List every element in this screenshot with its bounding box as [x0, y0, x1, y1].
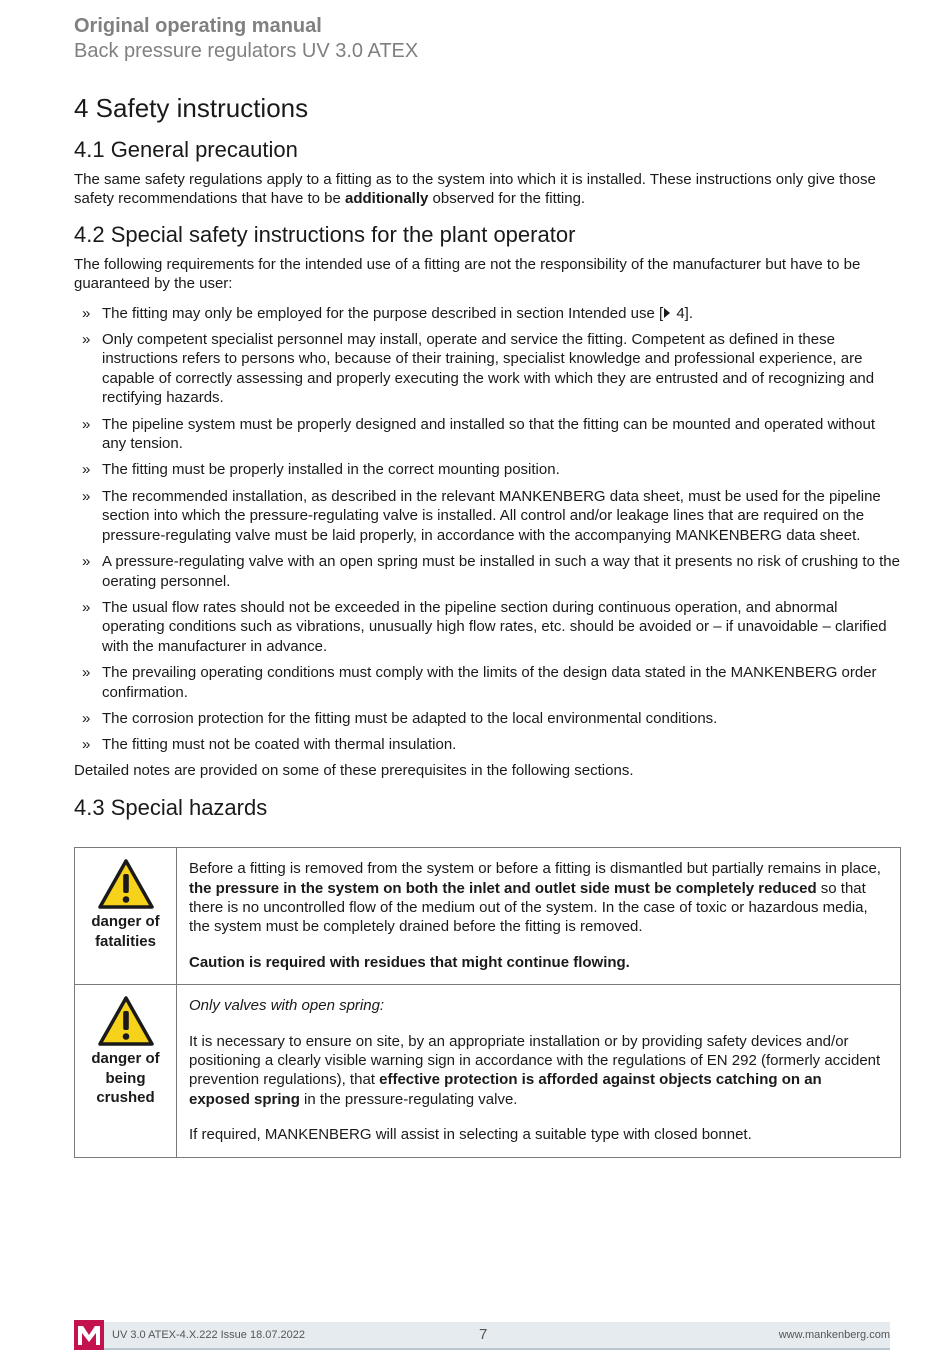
- warning-triangle-icon: [97, 995, 155, 1047]
- requirements-list: [74, 304, 900, 755]
- section-4-2-heading: 4.2 Special safety instructions for the plant operator: [74, 221, 576, 247]
- page-number: 7: [479, 1326, 488, 1343]
- intended-use-link[interactable]: Intended use [ 4].: [568, 304, 694, 322]
- footer-website-link[interactable]: www.mankenberg.com: [778, 1329, 890, 1341]
- list-item: » A pressure-regulating valve with an open spring must be installed in such a way that it presents no risk of crushing to the oerating personnel.: [82, 553, 900, 590]
- section-4-1-text: The same safety regulations apply to a fitting as to the system into which it is installed. These instructions only give those safety recommendations that have to be additionally observed for the fitting.: [74, 171, 876, 208]
- page-footer: [74, 1320, 900, 1352]
- list-item: » The fitting may only be employed for the purpose described in section Intended use [ 4].: [82, 304, 694, 322]
- list-item: » The fitting must be properly installed in the correct mounting position.: [82, 461, 560, 479]
- warning-triangle-icon: [97, 858, 155, 910]
- footer-version: UV 3.0 ATEX-4.X.222 Issue 18.07.2022: [112, 1329, 306, 1341]
- list-item: » The usual flow rates should not be exceeded in the pipeline section during continuous operation, and abnormal operating conditions such as vibrations, unusually high flow rates, etc. should be avoided or – if unavoidable – clarified with the manufacturer in advance.: [82, 598, 887, 655]
- hazard-text-fatalities: Before a fitting is removed from the system or before a fitting is dismantled but partially remains in place, the pressure in the system on both the inlet and outlet side must be completely reduced so that there is no uncontrolled flow of the medium out of the system. In the case of toxic or hazardous media, the system must be completely drained before the fitting is removed. Caution is required with residues that might continue flowing.: [177, 848, 901, 985]
- list-item: » The recommended installation, as described in the relevant MANKENBERG data sheet, must be used for the pipeline section into which the pressure-regulating valve is installed. All control and/or leakage lines that are required on the pressure-regulating valve must be laid properly, in accordance with the accompanying MANKENBERG data sheet.: [82, 487, 881, 544]
- cross-reference-arrow-icon: [664, 308, 670, 318]
- section-4-heading: 4 Safety instructions: [74, 93, 309, 123]
- section-4-3-heading: 4.3 Special hazards: [74, 795, 268, 821]
- list-item: » The pipeline system must be properly designed and installed so that the fitting can be mounted and operated without any tension.: [82, 415, 875, 453]
- list-item: » The corrosion protection for the fitting must be adapted to the local environmental conditions.: [82, 709, 718, 727]
- hazard-label-fatalities: danger of fatalities: [91, 913, 160, 950]
- hazard-text-crushed: Only valves with open spring: It is necessary to ensure on site, by an appropriate installation or by providing safety devices and/or positioning a clearly visible warning sign in accordance with the regulations of EN 292 (formerly accident prevention regulations), that effective protection is afforded against objects catching on an exposed spring in the pressure-regulating valve. If required, MANKENBERG will assist in selecting a suitable type with closed bonnet.: [177, 985, 901, 1157]
- hazard-icon-cell: [75, 848, 177, 985]
- header-product-title: Back pressure regulators UV 3.0 ATEX: [74, 40, 419, 62]
- section-4-2-intro: The following requirements for the intended use of a fitting are not the responsibility of the manufacturer but have to be guaranteed by the user:: [74, 255, 861, 293]
- footer-divider: [104, 1348, 890, 1350]
- hazard-label-crushed: danger of being crushed: [91, 1050, 160, 1106]
- list-item: » Only competent specialist personnel may install, operate and service the fitting. Competent as defined in these instructions refers to persons who, because of their training, specialist knowledge and professional experience, are capable of correctly assessing and properly executing the work with which they are entrusted and of recognizing and rectifying hazards.: [82, 331, 875, 407]
- hazard-icon-cell: [75, 985, 177, 1157]
- list-item: » The prevailing operating conditions must comply with the limits of the design data stated in the MANKENBERG order confirmation.: [82, 664, 877, 701]
- manual-page: [74, 14, 900, 1158]
- table-row: [75, 848, 901, 985]
- emphasis-additionally: additionally: [345, 190, 429, 208]
- table-row: [75, 985, 901, 1157]
- bullet-mark: »: [82, 304, 91, 322]
- header-manual-title: Original operating manual: [74, 15, 322, 37]
- section-4-2-closing: Detailed notes are provided on some of these prerequisites in the following sections.: [74, 761, 634, 779]
- mankenberg-logo-icon: [74, 1320, 104, 1350]
- list-item: » The fitting must not be coated with thermal insulation.: [82, 736, 457, 754]
- section-4-1-heading: 4.1 General precaution: [74, 137, 298, 162]
- hazards-table: [74, 847, 901, 1157]
